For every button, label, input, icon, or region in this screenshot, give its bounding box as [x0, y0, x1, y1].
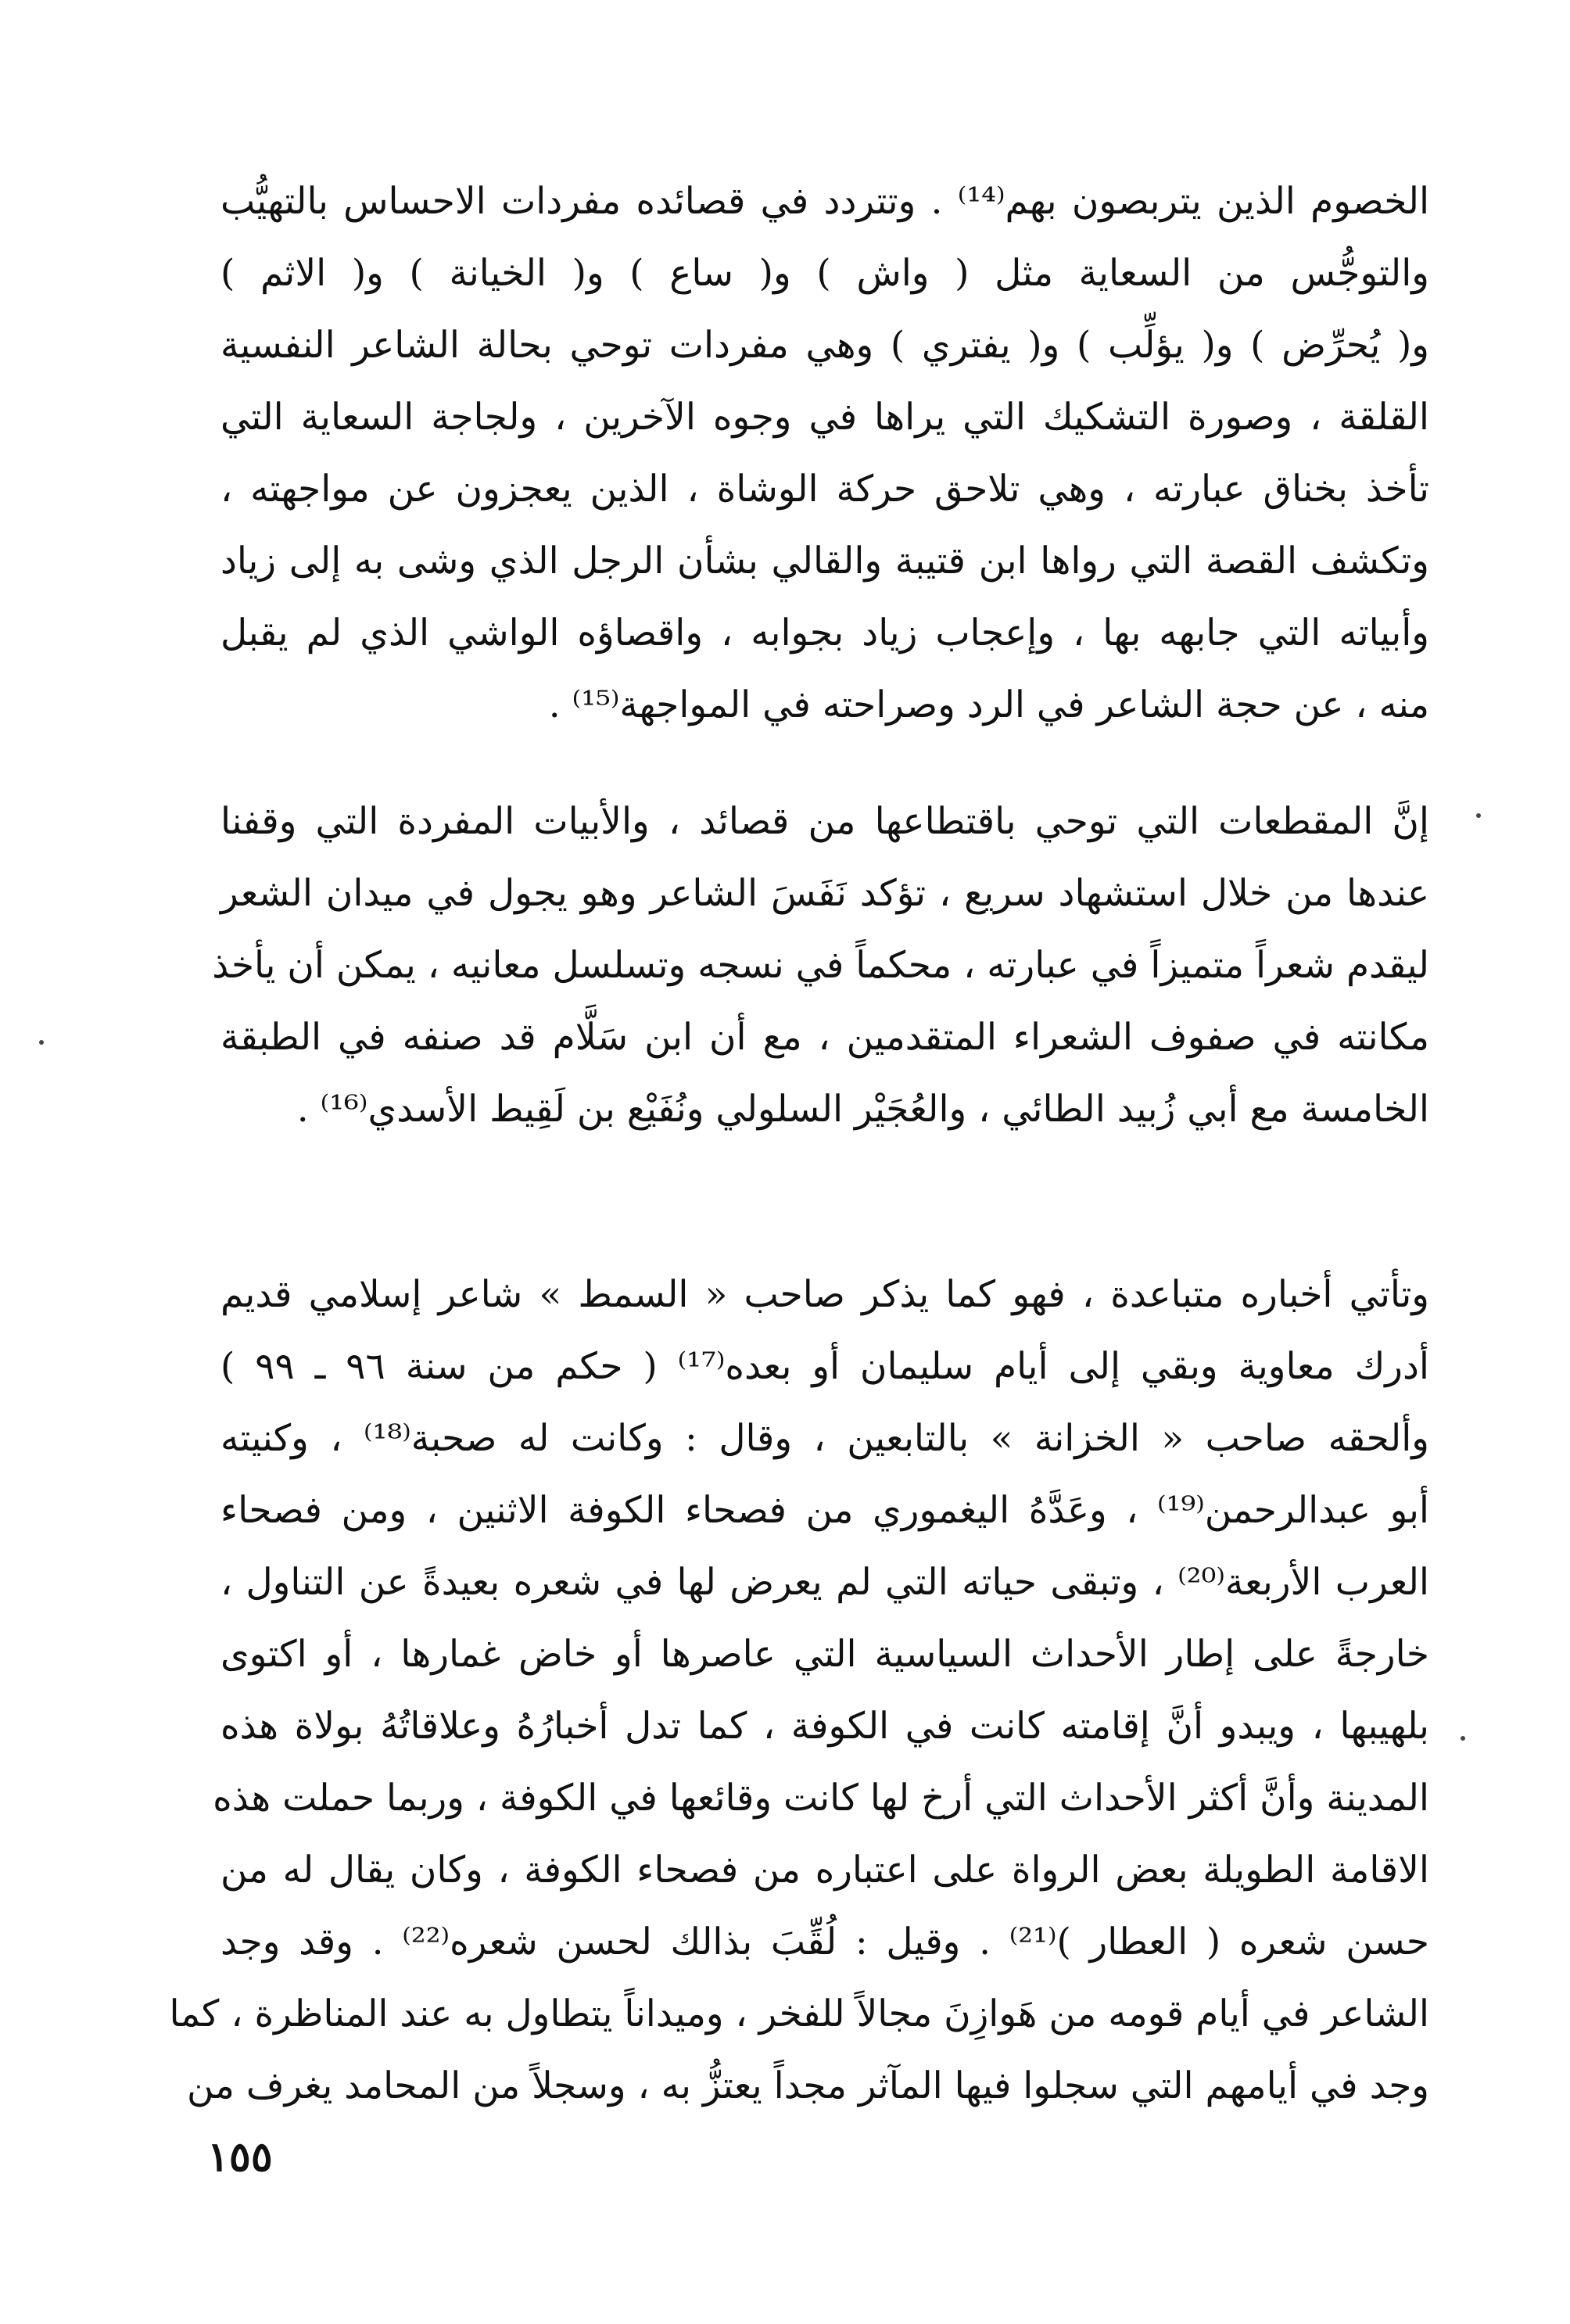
text-line: المدينة وأنَّ أكثر الأحداث التي أرخ لها كانت وقائعها في الكوفة ، وربما حملت هذه	[213, 1777, 1429, 1820]
text-line: الخامسة مع أبي زُبيد الطائي ، والعُجَيْر السلولي ونُفَيْع بن لَقِيط الأسدي⁽¹⁶⁾ .	[296, 1088, 1429, 1131]
margin-dot	[39, 1040, 44, 1045]
text-line: وألحقه صاحب « الخزانة » بالتابعين ، وقال : وكانت له صحبة⁽¹⁸⁾ ، وكنيته	[220, 1417, 1429, 1460]
text-line: خارجةً على إطار الأحداث السياسية التي عاصرها أو خاض غمارها ، أو اكتوى	[220, 1633, 1429, 1676]
text-line: و( يُحرِّض ) و( يؤلِّب ) و( يفتري ) وهي مفردات توحي بحالة الشاعر النفسية	[220, 324, 1429, 367]
text-line: إنَّ المقطعات التي توحي باقتطاعها من قصائد ، والأبيات المفردة التي وقفنا	[220, 800, 1429, 843]
text-line: حسن شعره ( العطار )⁽²¹⁾ . وقيل : لُقِّبَ بذالك لحسن شعره⁽²²⁾ . وقد وجد	[220, 1921, 1429, 1964]
text-line: تأخذ بخناق عبارته ، وهي تلاحق حركة الوشاة ، الذين يعجزون عن مواجهته ،	[220, 468, 1429, 511]
text-line: وتأتي أخباره متباعدة ، فهو كما يذكر صاحب « السمط » شاعر إسلامي قديم	[220, 1273, 1429, 1316]
text-line: أدرك معاوية وبقي إلى أيام سليمان أو بعده⁽¹⁷⁾ ( حكم من سنة ٩٦ ـ ٩٩ )	[220, 1345, 1429, 1388]
text-line: وجد في أيامهم التي سجلوا فيها المآثر مجداً يعتزُّ به ، وسجلاً من المحامد يغرف من	[186, 2064, 1429, 2107]
page-number: ١٥٥	[207, 2133, 273, 2181]
text-line: القلقة ، وصورة التشكيك التي يراها في وجوه الآخرين ، ولجاجة السعاية التي	[220, 396, 1429, 439]
text-line: وتكشف القصة التي رواها ابن قتيبة والقالي بشأن الرجل الذي وشى به إلى زياد	[220, 540, 1429, 583]
text-line: الاقامة الطويلة بعض الرواة على اعتباره من فصحاء الكوفة ، وكان يقال له من	[220, 1849, 1429, 1892]
text-line: والتوجُّس من السعاية مثل ( واش ) و( ساع ) و( الخيانة ) و( الاثم )	[220, 252, 1429, 295]
text-line: العرب الأربعة⁽²⁰⁾ ، وتبقى حياته التي لم يعرض لها في شعره بعيدةً عن التناول ،	[220, 1561, 1429, 1604]
text-line: وأبياته التي جابهه بها ، وإعجاب زياد بجوابه ، واقصاؤه الواشي الذي لم يقبل	[220, 611, 1429, 655]
text-line: بلهيبها ، ويبدو أنَّ إقامته كانت في الكوفة ، كما تدل أخبارُهُ وعلاقاتُهُ بولاة هذه	[220, 1705, 1429, 1748]
margin-dot	[1461, 1736, 1465, 1741]
text-line: الشاعر في أيام قومه من هَوازِنَ مجالاً للفخر ، وميداناً يتطاول به عند المناظرة ، كما	[169, 1992, 1429, 2035]
text-line: منه ، عن حجة الشاعر في الرد وصراحته في المواجهة⁽¹⁵⁾ .	[548, 683, 1429, 726]
text-line: عندها من خلال استشهاد سريع ، تؤكد نَفَسَ الشاعر وهو يجول في ميدان الشعر	[220, 872, 1429, 915]
text-line: أبو عبدالرحمن⁽¹⁹⁾ ، وعَدَّهُ اليغموري من فصحاء الكوفة الاثنين ، ومن فصحاء	[220, 1489, 1429, 1532]
text-line: الخصوم الذين يتربصون بهم⁽¹⁴⁾ . وتتردد في قصائده مفردات الاحساس بالتهيُّب	[220, 180, 1429, 223]
text-line: مكانته في صفوف الشعراء المتقدمين ، مع أن ابن سَلَّام قد صنفه في الطبقة	[220, 1016, 1429, 1059]
paragraph-3	[169, 1259, 1429, 2122]
paragraph-2	[212, 786, 1429, 1146]
text-line: ليقدم شعراً متميزاً في عبارته ، محكماً في نسجه وتسلسل معانيه ، يمكن أن يأخذ	[212, 944, 1429, 987]
margin-dot	[1476, 813, 1481, 818]
paragraph-1	[220, 166, 1429, 741]
